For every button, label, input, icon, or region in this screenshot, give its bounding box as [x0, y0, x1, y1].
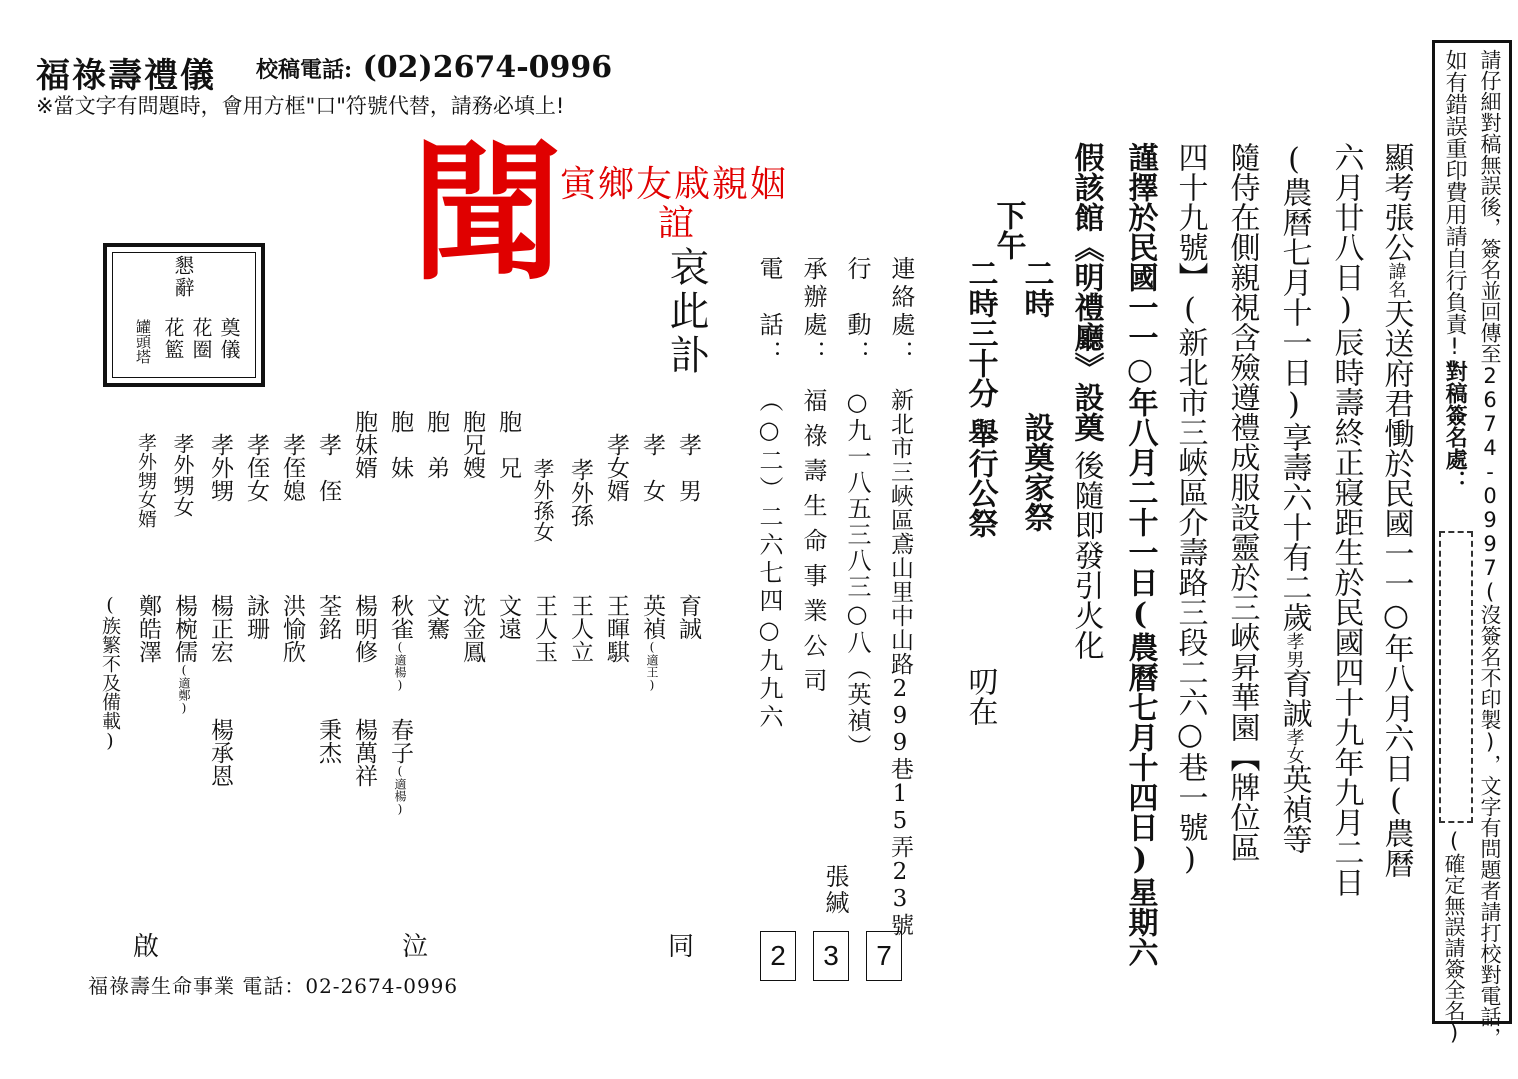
panel-warning: 如有錯誤重印費用請自行負責!	[1442, 49, 1468, 360]
family-name: 文遠	[495, 594, 521, 640]
main-col-1	[1380, 142, 1412, 878]
main-col-11: 叨在	[962, 666, 998, 726]
address-value: 新北市三峽區鳶山里中山路299巷15弄23號	[887, 388, 913, 937]
agent-name: 張緘	[821, 864, 849, 916]
tong-char: 同	[668, 932, 695, 962]
yi-char: 誼	[658, 203, 695, 244]
panel-signature-label: 對稿簽名處：	[1442, 360, 1468, 492]
family-name: 楊承恩	[207, 718, 233, 787]
main-col-8a: 二時	[1018, 258, 1054, 318]
decline-item-3: 花籃	[161, 317, 185, 361]
notice-text: ※當文字有問題時，會用方框"口"符號代替，請務必填上!	[36, 94, 565, 118]
daughter-name: 英禎等	[1276, 764, 1312, 854]
family-name: 王人玉	[531, 594, 557, 663]
death-date: 天送府君慟於民國一一○年八月六日(農曆	[1378, 298, 1414, 878]
family-rel: 孝女婿	[603, 433, 629, 502]
family-rel: 胞 妹	[387, 410, 413, 479]
proof-number: (02)2674-0996	[362, 50, 613, 85]
family-name: 英禎(適王)	[639, 594, 665, 692]
panel-line-1: 請仔細對稿無誤後，簽名並回傳至2674-0997(沒簽名不印製)，文字有問題者請打校對電話，	[1478, 49, 1503, 1048]
main-col-7a: 假該館《明禮廳》設奠	[1068, 142, 1104, 442]
proof-phone	[256, 50, 612, 85]
main-col-4: 隨侍在側親視含殮遵禮成服設靈於三峽昇華園【牌位區	[1224, 142, 1260, 862]
family-rel: 胞 弟	[423, 410, 449, 479]
family-rel: 孝外孫女	[531, 458, 555, 542]
code-digit: 3	[813, 931, 849, 981]
main-col-3	[1278, 142, 1310, 854]
family-name: 楊萬祥	[351, 718, 377, 787]
family-rel: 孝 男	[675, 433, 701, 502]
son-name: 育誠	[1276, 668, 1312, 728]
decline-item-2: 花圈	[189, 317, 213, 361]
family-name: 詠珊	[243, 594, 269, 640]
panel-line-3: (確定無誤請簽全名)	[1442, 829, 1467, 1045]
family-name: 春子(適楊)	[387, 718, 413, 816]
family-rel: 孝外甥女婿	[135, 433, 157, 528]
family-rel: 孝外孫	[567, 458, 593, 527]
main-col-7b: 後隨即發引火化	[1068, 450, 1104, 660]
family-name: 沈金鳳	[459, 594, 485, 663]
decline-title: 懇辭	[171, 255, 195, 299]
phone-value: （○二）二六七四○九九六	[755, 388, 783, 732]
main-col-6: 謹擇於民國一一○年八月二十一日(農曆七月十四日)星期六	[1122, 142, 1158, 967]
family-name: 洪愉欣	[279, 594, 305, 663]
brand-name: 福祿壽禮儀	[36, 56, 216, 96]
decline-item-1: 奠儀	[217, 317, 241, 361]
main-col-10a: 二時三十分	[962, 258, 998, 408]
signature-box[interactable]	[1439, 531, 1473, 823]
taboo-note: 諱名	[1385, 262, 1407, 298]
mobile-label: 行 動：	[843, 256, 871, 368]
family-name: 鄭皓澤	[135, 594, 161, 663]
family-name: 文騫	[423, 594, 449, 640]
family-name: 王暉騏	[603, 594, 629, 663]
proof-label: 校稿電話:	[256, 57, 353, 83]
family-note: (族繁不及備載)	[99, 594, 121, 752]
aici-text: 哀此訃	[663, 246, 709, 378]
agency-value: 福祿壽生命事業公司	[799, 388, 827, 703]
main-col-8b: 設奠家祭	[1018, 412, 1054, 532]
footer-text: 福祿壽生命事業 電話：02-2674-0996	[88, 974, 459, 998]
deceased-title: 顯考張公	[1378, 142, 1414, 262]
decline-item-4: 罐頭塔	[134, 319, 152, 364]
family-name: 秉杰	[315, 718, 341, 764]
panel-line-2	[1443, 49, 1466, 492]
family-name: 楊明修	[351, 594, 377, 663]
family-rel: 胞兄嫂	[459, 410, 485, 479]
family-rel: 孝外甥女	[171, 433, 195, 517]
code-digit: 7	[866, 931, 902, 981]
family-name: 楊正宏	[207, 594, 233, 663]
son-label: 孝男	[1283, 632, 1305, 668]
decline-box	[103, 243, 265, 387]
mobile-value: ○九一八五三八三○八（英禎）	[843, 388, 871, 760]
family-rel: 孝侄媳	[279, 433, 305, 502]
family-rel: 孝侄女	[243, 433, 269, 502]
code-digit: 2	[760, 931, 796, 981]
family-rel: 孝外甥	[207, 433, 233, 502]
proof-panel	[1432, 40, 1512, 1048]
family-name: 楊椀儒(適鄭)	[171, 594, 197, 715]
qi-char: 啟	[133, 932, 160, 962]
family-rel: 孝 侄	[315, 433, 341, 502]
qi2-char: 泣	[402, 932, 429, 962]
relatives-line: 寅鄉友戚親姻	[560, 164, 789, 205]
main-col-10b: 舉行公祭	[962, 418, 998, 538]
main-col-5: 四十九號】(新北市三峽區介壽路三段二六○巷一號)	[1172, 142, 1208, 877]
family-rel: 胞 兄	[495, 410, 521, 479]
age-text: (農曆七月十一日)享壽六十有二歲	[1276, 142, 1312, 632]
family-name: 育誠	[675, 594, 701, 640]
big-wen-char: 聞	[412, 125, 563, 301]
daughter-label: 孝女	[1283, 728, 1305, 764]
main-col-2: 六月廿八日)辰時壽終正寢距生於民國四十九年九月二日	[1328, 142, 1364, 897]
family-rel: 孝 女	[639, 433, 665, 502]
main-col-9a: 下午	[990, 200, 1026, 260]
family-rel: 胞妹婿	[351, 410, 377, 479]
agency-label: 承辦處：	[799, 256, 827, 368]
family-name: 王人立	[567, 594, 593, 663]
family-name: 荃銘	[315, 594, 341, 640]
phone-label: 電 話：	[755, 256, 783, 368]
family-name: 秋雀(適楊)	[387, 594, 413, 692]
address-label: 連絡處：	[887, 256, 915, 368]
